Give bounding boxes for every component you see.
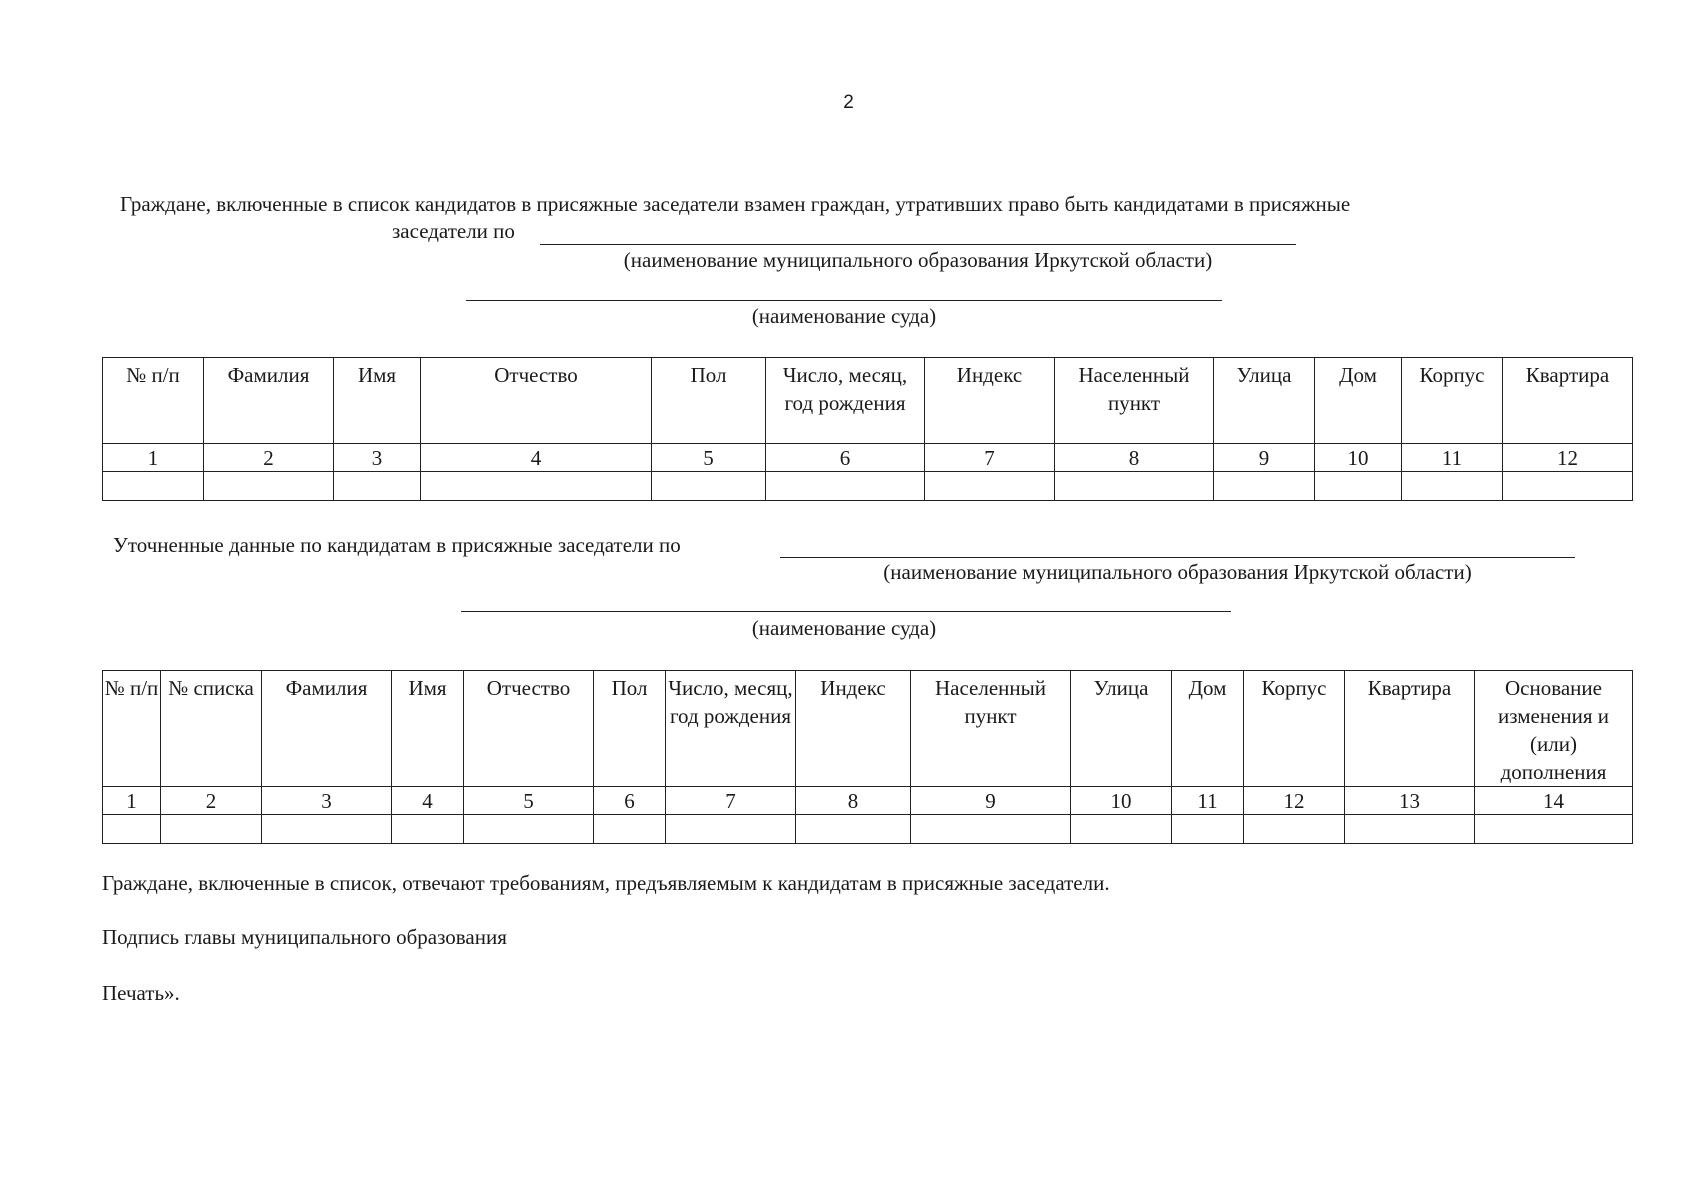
table1-number-cell: 11 <box>1402 444 1503 472</box>
candidates-table <box>102 357 1633 501</box>
table2-header-cell: Квартира <box>1345 671 1475 787</box>
table1-empty-cell[interactable] <box>421 472 652 501</box>
table2-header-cell: Корпус <box>1244 671 1345 787</box>
table1-number-cell: 6 <box>766 444 925 472</box>
section1-municipality-caption: (наименование муниципального образования Иркутской области) <box>623 248 1213 272</box>
table2-empty-cell[interactable] <box>103 815 161 844</box>
table1-header-cell: Пол <box>652 358 766 444</box>
seal-label: Печать». <box>102 981 180 1005</box>
table2-header-cell: № списка <box>161 671 262 787</box>
table1-empty-cell[interactable] <box>103 472 204 501</box>
table2-header-cell: Индекс <box>796 671 911 787</box>
section2-court-caption: (наименование суда) <box>751 616 937 640</box>
table2-empty-cell[interactable] <box>262 815 392 844</box>
table1-empty-cell[interactable] <box>1055 472 1214 501</box>
table1-empty-cell[interactable] <box>766 472 925 501</box>
table2-empty-cell[interactable] <box>796 815 911 844</box>
table2-number-cell: 3 <box>262 787 392 815</box>
table2-header-cell: Дом <box>1172 671 1244 787</box>
table2-number-cell: 11 <box>1172 787 1244 815</box>
table1-number-cell: 8 <box>1055 444 1214 472</box>
table2-number-cell: 2 <box>161 787 262 815</box>
table2-number-cell: 6 <box>594 787 666 815</box>
table2-empty-cell[interactable] <box>161 815 262 844</box>
table2-empty-cell[interactable] <box>666 815 796 844</box>
section1-title-line1: Граждане, включенные в список кандидатов в присяжные заседатели взамен граждан, утративших право быть кандидатами в присяжные <box>120 192 1351 216</box>
municipality-blank-line-1 <box>540 244 1296 245</box>
table1-number-cell: 12 <box>1503 444 1633 472</box>
table2-empty-cell[interactable] <box>911 815 1071 844</box>
table1-empty-cell[interactable] <box>925 472 1055 501</box>
table2-empty-cell[interactable] <box>1172 815 1244 844</box>
table2-number-cell: 8 <box>796 787 911 815</box>
table1-number-cell: 10 <box>1315 444 1402 472</box>
table2-number-cell: 4 <box>392 787 464 815</box>
table1-header-cell: Улица <box>1214 358 1315 444</box>
table1-number-cell: 3 <box>334 444 421 472</box>
table2-empty-cell[interactable] <box>1244 815 1345 844</box>
section1-title-line2: заседатели по <box>392 219 515 243</box>
table2-empty-cell[interactable] <box>1475 815 1633 844</box>
table2-header-cell: Фамилия <box>262 671 392 787</box>
page-number: 2 <box>843 92 854 113</box>
table2-header-cell: № п/п <box>103 671 161 787</box>
table1-number-row <box>103 444 1633 472</box>
table1-header-cell: Корпус <box>1402 358 1503 444</box>
table2-empty-cell[interactable] <box>594 815 666 844</box>
table2-number-cell: 13 <box>1345 787 1475 815</box>
court-blank-line-1 <box>466 300 1222 301</box>
table1-header-cell: Дом <box>1315 358 1402 444</box>
table2-number-cell: 14 <box>1475 787 1633 815</box>
table1-number-cell: 5 <box>652 444 766 472</box>
table1-empty-cell[interactable] <box>1214 472 1315 501</box>
table1-empty-cell[interactable] <box>1315 472 1402 501</box>
table2-number-cell: 5 <box>464 787 594 815</box>
table1-empty-cell[interactable] <box>204 472 334 501</box>
table2-header-cell: Населенный пункт <box>911 671 1071 787</box>
table1-number-cell: 4 <box>421 444 652 472</box>
table1-header-cell: Имя <box>334 358 421 444</box>
table1-header-cell: Индекс <box>925 358 1055 444</box>
table2-header-cell: Основание изменения и (или) дополнения <box>1475 671 1633 787</box>
section2-title: Уточненные данные по кандидатам в присяжные заседатели по <box>113 533 681 557</box>
table1-number-cell: 7 <box>925 444 1055 472</box>
table2-header-cell: Число, месяц, год рождения <box>666 671 796 787</box>
municipality-blank-line-2 <box>780 557 1575 558</box>
table2-header-cell: Имя <box>392 671 464 787</box>
table2-number-cell: 7 <box>666 787 796 815</box>
section1-court-caption: (наименование суда) <box>751 304 937 328</box>
table1-header-cell: Отчество <box>421 358 652 444</box>
table2-empty-cell[interactable] <box>1071 815 1172 844</box>
table2-empty-cell[interactable] <box>392 815 464 844</box>
table1-number-cell: 9 <box>1214 444 1315 472</box>
section2-municipality-caption: (наименование муниципального образования Иркутской области) <box>883 560 1472 584</box>
table2-header-cell: Отчество <box>464 671 594 787</box>
table1-header-cell: № п/п <box>103 358 204 444</box>
table2-header-cell: Улица <box>1071 671 1172 787</box>
court-blank-line-2 <box>461 611 1231 612</box>
table1-number-cell: 2 <box>204 444 334 472</box>
table2-number-cell: 9 <box>911 787 1071 815</box>
table2-number-cell: 10 <box>1071 787 1172 815</box>
table1-header-cell: Квартира <box>1503 358 1633 444</box>
table1-empty-cell[interactable] <box>1402 472 1503 501</box>
table1-empty-row <box>103 472 1633 501</box>
table1-header-cell: Населенный пункт <box>1055 358 1214 444</box>
table2-empty-row <box>103 815 1633 844</box>
table1-empty-cell[interactable] <box>652 472 766 501</box>
table1-empty-cell[interactable] <box>1503 472 1633 501</box>
compliance-statement: Граждане, включенные в список, отвечают требованиям, предъявляемым к кандидатам в присяжные заседатели. <box>102 871 1110 895</box>
table2-header-cell: Пол <box>594 671 666 787</box>
table2-header-row <box>103 671 1633 787</box>
table2-number-cell: 12 <box>1244 787 1345 815</box>
corrections-table <box>102 670 1633 844</box>
table1-header-row <box>103 358 1633 444</box>
table2-empty-cell[interactable] <box>464 815 594 844</box>
signature-label: Подпись главы муниципального образования <box>102 925 507 949</box>
table1-header-cell: Число, месяц, год рождения <box>766 358 925 444</box>
table2-number-cell: 1 <box>103 787 161 815</box>
table1-empty-cell[interactable] <box>334 472 421 501</box>
table2-empty-cell[interactable] <box>1345 815 1475 844</box>
table1-number-cell: 1 <box>103 444 204 472</box>
table2-number-row <box>103 787 1633 815</box>
table1-header-cell: Фамилия <box>204 358 334 444</box>
